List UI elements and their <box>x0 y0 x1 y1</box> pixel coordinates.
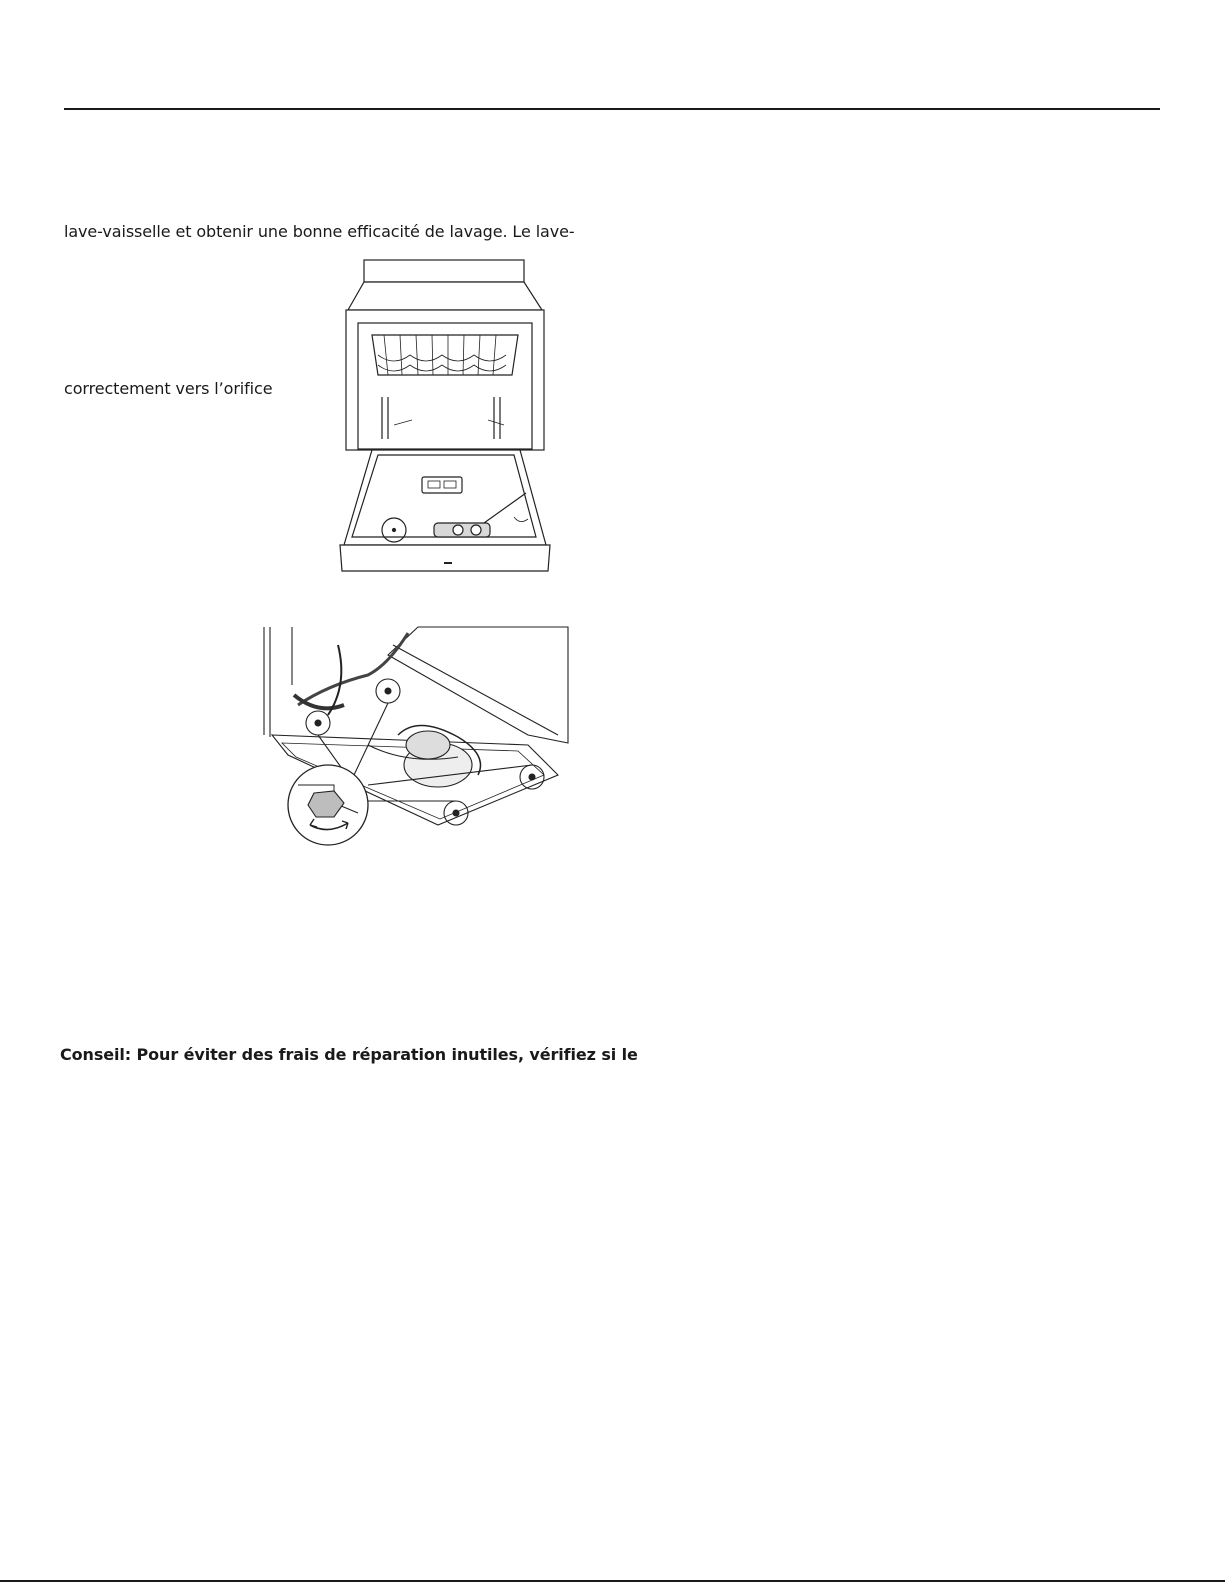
body-text-line-2: correctement vers l’orifice <box>64 379 273 398</box>
dishwasher-open-door-illustration <box>334 255 568 580</box>
top-rule <box>64 108 1160 110</box>
body-text-line-1: lave-vaisselle et obtenir une bonne efficacité de lavage. Le lave- <box>64 222 575 241</box>
bottom-rule <box>0 1580 1225 1582</box>
dishwasher-leveling-legs-illustration <box>258 625 574 850</box>
tip-text: Conseil: Pour éviter des frais de réparation inutiles, vérifiez si le <box>60 1045 638 1064</box>
